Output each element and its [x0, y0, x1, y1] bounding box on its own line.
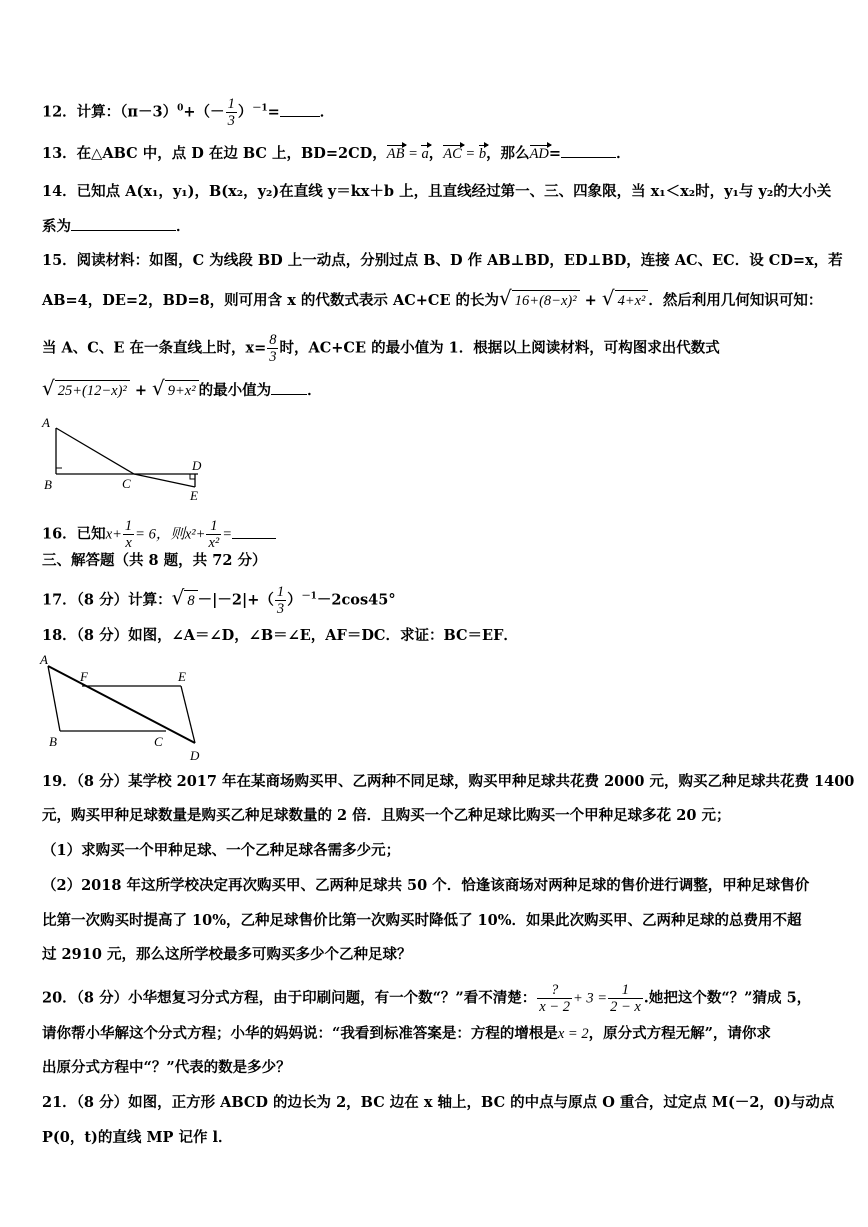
q16-fraction-2: $\frac{1}{\text{x²}}$: [208, 518, 220, 551]
right-angle-d: [190, 474, 195, 479]
vector-ad: AD: [529, 146, 549, 162]
label-d: D: [190, 748, 200, 763]
q20-fraction-2: $\frac{1}{2 - x}$: [610, 982, 641, 1015]
segment-ab: [48, 666, 60, 731]
vector-ab: AB: [386, 146, 405, 162]
question-12: 12．计算：$(\pi-3)^0+(-$ $\frac{1}{3}$ ）$^{-1}$= ．: [42, 96, 335, 129]
vector-b: b: [478, 146, 487, 162]
q12-text: 12．计算：（π－3）: [42, 103, 178, 121]
question-15-line-3: 当 A、C、E 在一条直线上时，x= $\frac{8}{3}$ 时，AC+CE 的最小值为 1．根据以上阅读材料，可构图求出代数式: [42, 332, 720, 365]
question-14-line-2: 系为 ．: [42, 218, 191, 235]
q15-sqrt-expr-1: 16+(8−x)²: [512, 290, 580, 311]
label-f: F: [80, 669, 88, 684]
q15-sqrt-expr-2: 4+x²: [615, 290, 649, 311]
question-21-line-1: 21．（8 分）如图，正方形 ABCD 的边长为 2，BC 边在 x 轴上，BC 的中点与原点 O 重合，过定点 M(－2，0)与动点: [42, 1094, 835, 1111]
question-19-line-6: 过 2910 元，那么这所学校最多可购买多少个乙种足球？: [42, 946, 412, 963]
question-19-line-5: 比第一次购买时提高了 10%，乙种足球售价比第一次购买时降低了 10%．如果此次购买甲、乙两种足球的总费用不超: [42, 912, 802, 929]
label-a: A: [40, 654, 48, 667]
segment-ac: [56, 428, 134, 474]
q12-fraction: $\frac{1}{3}$: [227, 96, 235, 129]
question-19-line-1: 19．（8 分）某学校 2017 年在某商场购买甲、乙两种不同足球，购买甲种足球共花费 2000 元，购买乙种足球共花费 1400: [42, 773, 855, 790]
question-16: 16．已知x+ $\frac{1}{x}$ = 6，则x²+ $\frac{1}{\text{x²}}$ =: [42, 518, 276, 551]
question-19-line-2: 元，购买甲种足球数量是购买乙种足球数量的 2 倍．且购买一个乙种足球比购买一个甲种足球多花 20 元；: [42, 807, 731, 824]
label-e: E: [178, 669, 186, 684]
q15-figure: [40, 414, 210, 504]
question-17: 17．（8 分）计算：√ 8 －|－2|+（ $\frac{1}{3}$ ）$^{-1}$－2cos45°: [42, 584, 396, 617]
question-19-line-4: （2）2018 年这所学校决定再次购买甲、乙两种足球共 50 个．恰逢该商场对两种足球的售价进行调整，甲种足球售价: [42, 877, 810, 894]
label-d: D: [192, 458, 202, 473]
question-18: 18．（8 分）如图，∠A＝∠D，∠B＝∠E，AF＝DC．求证：BC＝EF．: [42, 627, 518, 644]
q17-fraction: $\frac{1}{3}$: [276, 584, 285, 617]
q15-sqrt-expr-4: 9+x²: [165, 380, 199, 401]
question-20-line-1: 20．（8 分）小华想复习分式方程，由于印刷问题，有一个数“？”看不清楚： $\frac{?}{x - 2}$ + 3 = $\frac{1}{2 - x}$ .她把这个数“？”猜成 5，: [42, 982, 812, 1015]
label-c: C: [122, 476, 131, 491]
q18-figure: [38, 654, 208, 764]
q15-answer-blank[interactable]: [271, 380, 307, 395]
q15-sqrt-expr-3: 25+(12−x)²: [55, 380, 130, 401]
q17-sqrt: 8: [184, 590, 197, 611]
segment-ed: [181, 686, 195, 743]
q12-exponent-neg1: －1: [252, 103, 268, 114]
label-b: B: [44, 477, 52, 492]
question-15-line-2: AB=4，DE=2，BD=8，则可用含 x 的代数式表示 AC+CE 的长为√ 16+(8−x)² + √ 4+x² ．然后利用几何知识可知：: [42, 286, 823, 310]
question-14-line-1: 14．已知点 A(x₁，y₁)，B(x₂，y₂)在直线 y＝kx＋b 上，且直线经过第一、三、四象限，当 x₁＜x₂时，y₁与 y₂的大小关: [42, 183, 832, 200]
label-a: A: [42, 415, 50, 430]
question-19-line-3: （1）求购买一个甲种足球、一个乙种足球各需多少元；: [42, 842, 401, 859]
q12-exponent-0: 0: [177, 103, 184, 114]
vector-a: a: [421, 146, 429, 162]
q20-fraction-1: $\frac{?}{x - 2}$: [539, 982, 570, 1015]
label-b: B: [49, 734, 57, 749]
q12-mid: +（－: [183, 103, 225, 121]
question-21-line-2: P(0，t)的直线 MP 记作 l．: [42, 1129, 233, 1146]
q16-answer-blank[interactable]: [232, 524, 276, 539]
q13-answer-blank[interactable]: [561, 143, 616, 158]
question-20-line-2: 请你帮小华解这个分式方程；小华的妈妈说：“我看到标准答案是：方程的增根是x = 2，原分式方程无解”，请你求: [42, 1025, 771, 1042]
question-15-line-4: √ 25+(12−x)² + √ 9+x² 的最小值为 ．: [42, 376, 322, 400]
label-e: E: [190, 488, 198, 503]
q16-fraction-1: $\frac{1}{x}$: [124, 518, 133, 551]
label-c: C: [154, 734, 163, 749]
q15-fraction: $\frac{8}{3}$: [269, 332, 277, 365]
section-3-heading: 三、解答题（共 8 题，共 72 分）: [42, 552, 267, 569]
segment-ce: [134, 474, 195, 487]
q14-answer-blank[interactable]: [71, 216, 176, 231]
question-13: 13．在△ABC 中，点 D 在边 BC 上，BD=2CD，AB = a，AC = b，那么AD= ．: [42, 145, 631, 162]
vector-ac: AC: [443, 146, 462, 162]
question-20-line-3: 出原分式方程中“？”代表的数是多少？: [42, 1059, 291, 1076]
question-15-line-1: 15．阅读材料：如图，C 为线段 BD 上一动点，分别过点 B、D 作 AB⊥BD，ED⊥BD，连接 AC、EC．设 CD=x，若: [42, 252, 843, 269]
q12-answer-blank[interactable]: [280, 102, 320, 117]
